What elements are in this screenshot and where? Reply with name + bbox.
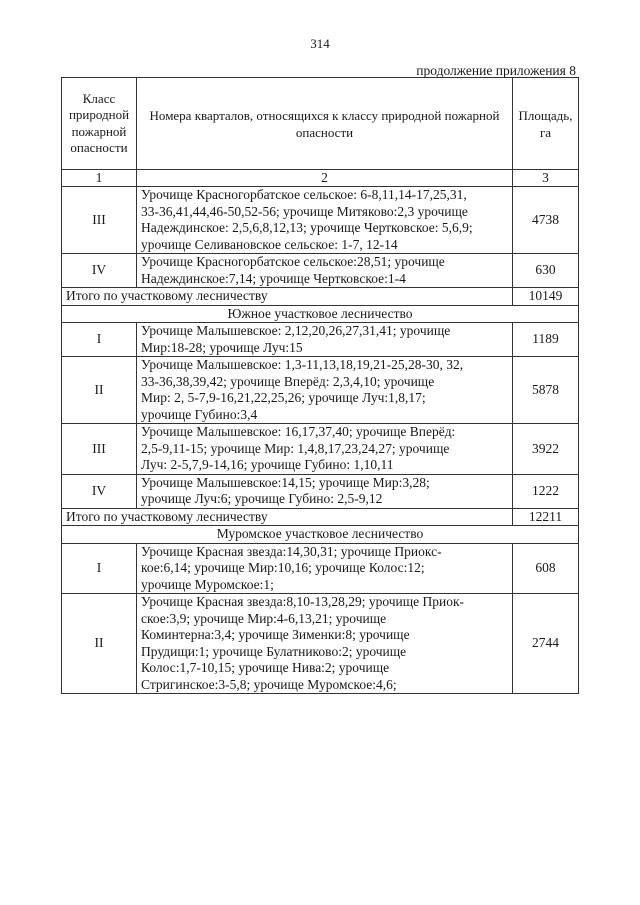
fire-hazard-table <box>61 77 579 694</box>
total-value: 12211 <box>513 508 579 526</box>
row-class: I <box>62 543 137 594</box>
row-area: 630 <box>513 254 579 288</box>
total-label: Итого по участковому лесничеству <box>62 288 513 306</box>
total-value: 10149 <box>513 288 579 306</box>
total-label: Итого по участковому лесничеству <box>62 508 513 526</box>
row-class: II <box>62 357 137 424</box>
column-number-2: 2 <box>137 170 513 187</box>
row-class: I <box>62 323 137 357</box>
row-class: IV <box>62 254 137 288</box>
page-number: 314 <box>310 36 330 51</box>
row-area: 2744 <box>513 594 579 694</box>
column-number-1: 1 <box>62 170 137 187</box>
header-area: Площадь, га <box>513 78 579 170</box>
row-class: III <box>62 424 137 475</box>
row-area: 4738 <box>513 187 579 254</box>
column-number-3: 3 <box>513 170 579 187</box>
row-description: Урочище Красногорбатское сельское: 6-8,11,14-17,25,31, 33-36,41,44,46-50,52-56; урочище Митяково:2,3 урочище Надеждинское: 2,5,6,8,12,13; урочище Чертковское: 5,6,9; урочище Селивановское сельское: 1-7, 12-14 <box>137 187 513 254</box>
table-row <box>62 187 579 254</box>
section-title: Южное участковое лесничество <box>62 305 579 323</box>
table-row <box>62 254 579 288</box>
section-title-row <box>62 526 579 544</box>
row-description: Урочище Малышевское: 16,17,37,40; урочище Вперёд: 2,5-9,11-15; урочище Мир: 1,4,8,17,23,24,27; урочище Луч: 2-5,7,9-14,16; урочище Губино: 1,10,11 <box>137 424 513 475</box>
table-row <box>62 424 579 475</box>
row-area: 3922 <box>513 424 579 475</box>
row-area: 1222 <box>513 474 579 508</box>
row-class: III <box>62 187 137 254</box>
row-class: II <box>62 594 137 694</box>
row-description: Урочище Красногорбатское сельское:28,51; урочище Надеждинское:7,14; урочище Чертковское:1-4 <box>137 254 513 288</box>
table-row <box>62 357 579 424</box>
table-row <box>62 594 579 694</box>
row-description: Урочище Красная звезда:14,30,31; урочище Приокс- кое:6,14; урочище Мир:10,16; урочище Колос:12; урочище Муромское:1; <box>137 543 513 594</box>
header-description: Номера кварталов, относящихся к классу природной пожарной опасности <box>137 78 513 170</box>
column-number-row <box>62 170 579 187</box>
row-area: 1189 <box>513 323 579 357</box>
header-class: Класс природной пожарной опасности <box>62 78 137 170</box>
table-row <box>62 474 579 508</box>
row-class: IV <box>62 474 137 508</box>
section-title-row <box>62 305 579 323</box>
table-row <box>62 543 579 594</box>
row-description: Урочище Малышевское: 1,3-11,13,18,19,21-25,28-30, 32, 33-36,38,39,42; урочище Вперёд: 2,3,4,10; урочище Мир: 2, 5-7,9-16,21,22,25,26; урочище Луч:1,8,17; урочище Губино:3,4 <box>137 357 513 424</box>
total-row <box>62 288 579 306</box>
total-row <box>62 508 579 526</box>
row-description: Урочище Малышевское:14,15; урочище Мир:3,28; урочище Луч:6; урочище Губино: 2,5-9,12 <box>137 474 513 508</box>
table-row <box>62 323 579 357</box>
row-description: Урочище Малышевское: 2,12,20,26,27,31,41; урочище Мир:18-28; урочище Луч:15 <box>137 323 513 357</box>
row-area: 5878 <box>513 357 579 424</box>
section-title: Муромское участковое лесничество <box>62 526 579 544</box>
appendix-continuation-label: продолжение приложения 8 <box>416 63 576 78</box>
row-description: Урочище Красная звезда:8,10-13,28,29; урочище Приок- ское:3,9; урочище Мир:4-6,13,21; урочище Коминтерна:3,4; урочище Зименки:8; урочище Прудищи:1; урочище Булатниково:2; урочище Колос:1,7-10,15; урочище Нива:2; урочище Стригинское:3-5,8; урочище Муромское:4,6; <box>137 594 513 694</box>
row-area: 608 <box>513 543 579 594</box>
table-header-row <box>62 78 579 170</box>
